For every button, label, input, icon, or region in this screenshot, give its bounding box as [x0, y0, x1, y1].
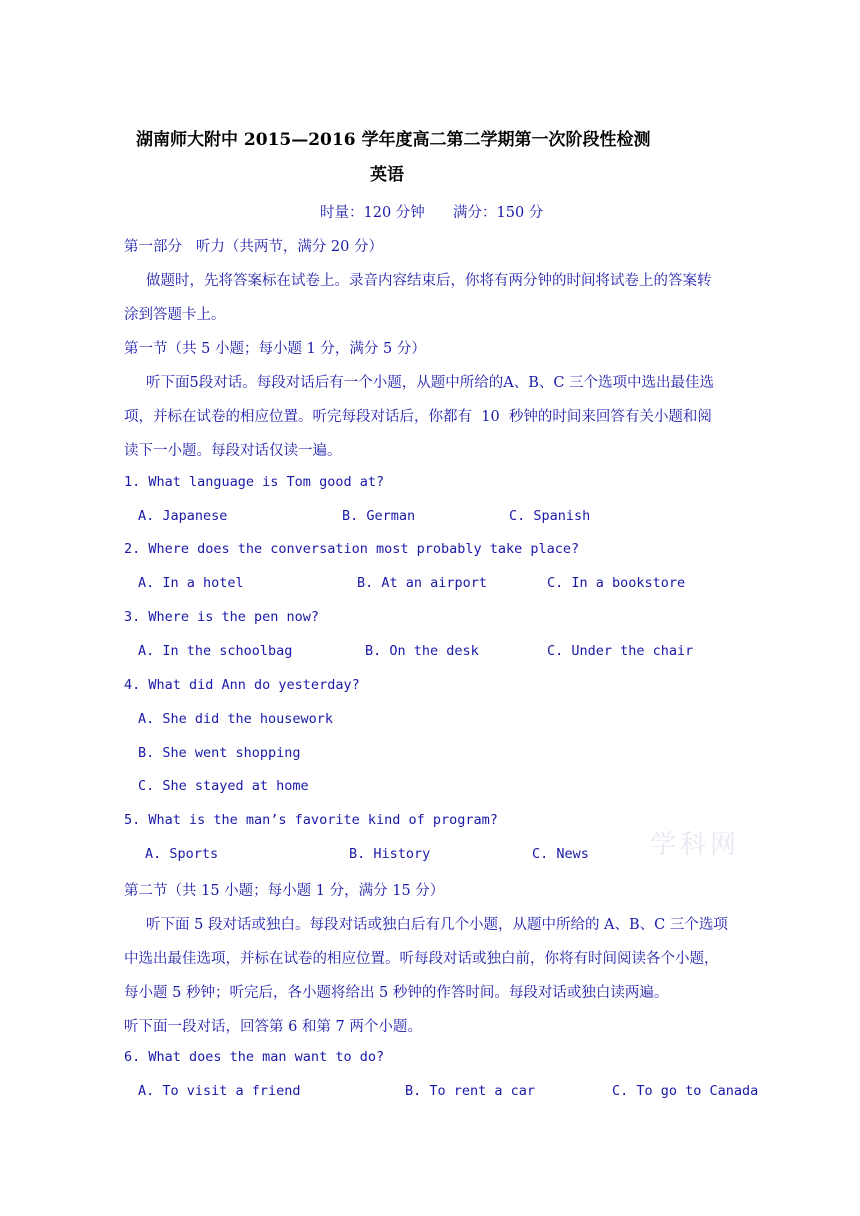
subject-title: 英语	[370, 165, 404, 185]
section1-instruction-line-3: 读下一小题。每段对话仅读一遍。	[124, 443, 342, 459]
q4-option-b: B. She went shopping	[138, 745, 301, 761]
q1-option-a: A. Japanese	[138, 508, 228, 524]
q6-option-c: C. To go to Canada	[612, 1083, 759, 1099]
q5-option-c: C. News	[532, 846, 589, 862]
q2-option-a: A. In a hotel	[138, 575, 244, 591]
time-limit: 时量：120 分钟	[320, 205, 425, 221]
section2-instruction-line-1: 听下面 5 段对话或独白。每段对话或独白后有几个小题，从题中所给的 A、B、C 三个选项	[146, 917, 728, 933]
q1-option-c: C. Spanish	[509, 508, 591, 524]
q1-option-b: B. German	[342, 508, 416, 524]
q5-option-a: A. Sports	[145, 846, 219, 862]
q5-option-b: B. History	[349, 846, 431, 862]
q2-option-c: C. In a bookstore	[547, 575, 686, 591]
q3-option-b: B. On the desk	[365, 643, 479, 659]
dialog-intro: 听下面一段对话，回答第 6 和第 7 两个小题。	[124, 1019, 422, 1035]
part1-instruction-line-1: 做题时，先将答案标在试卷上。录音内容结束后，你将有两分钟的时间将试卷上的答案转	[146, 273, 712, 289]
section1-instruction-line-2: 项，并标在试卷的相应位置。听完每段对话后，你都有 10 秒钟的时间来回答有关小题和阅	[124, 409, 712, 425]
q6-option-a: A. To visit a friend	[138, 1083, 301, 1099]
q6-option-b: B. To rent a car	[405, 1083, 536, 1099]
full-score: 满分：150 分	[453, 205, 544, 221]
q4-option-a: A. She did the housework	[138, 711, 334, 727]
question-2: 2. Where does the conversation most probably take place?	[124, 541, 580, 557]
question-4: 4. What did Ann do yesterday?	[124, 677, 360, 693]
question-3: 3. Where is the pen now?	[124, 609, 320, 625]
q2-option-b: B. At an airport	[357, 575, 488, 591]
q4-option-c: C. She stayed at home	[138, 778, 309, 794]
question-1: 1. What language is Tom good at?	[124, 474, 385, 490]
section2-heading: 第二节（共 15 小题；每小题 1 分，满分 15 分）	[124, 883, 445, 899]
section1-instruction-line-1: 听下面5段对话。每段对话后有一个小题，从题中所给的A、B、C 三个选项中选出最佳选	[146, 375, 715, 391]
q3-option-c: C. Under the chair	[547, 643, 694, 659]
watermark: 学科网	[650, 830, 741, 860]
part1-instruction-line-2: 涂到答题卡上。	[124, 307, 226, 323]
section1-heading: 第一节（共 5 小题；每小题 1 分，满分 5 分）	[124, 341, 426, 357]
section2-instruction-line-2: 中选出最佳选项，并标在试卷的相应位置。听每段对话或独白前，你将有时间阅读各个小题，	[124, 951, 719, 967]
part1-heading: 第一部分 听力（共两节，满分 20 分）	[124, 239, 383, 255]
section2-instruction-line-3: 每小题 5 秒钟；听完后，各小题将给出 5 秒钟的作答时间。每段对话或独白读两遍。	[124, 985, 669, 1001]
exam-title: 湖南师大附中 2015—2016 学年度高二第二学期第一次阶段性检测	[136, 130, 651, 150]
question-5: 5. What is the man’s favorite kind of program?	[124, 812, 498, 828]
q3-option-a: A. In the schoolbag	[138, 643, 293, 659]
question-6: 6. What does the man want to do?	[124, 1049, 385, 1065]
